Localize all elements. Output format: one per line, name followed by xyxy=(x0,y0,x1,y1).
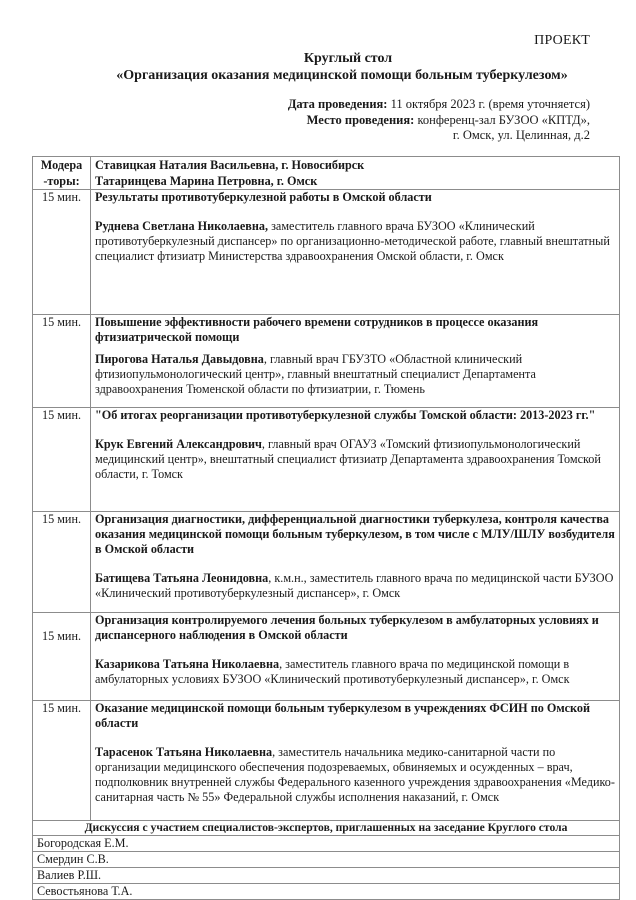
event-address: г. Омск, ул. Целинная, д.2 xyxy=(452,128,590,142)
agenda-row xyxy=(33,315,620,408)
agenda-topic: Повышение эффективности рабочего времени сотрудников в процессе оказания фтизиатрической помощи xyxy=(95,315,539,344)
document-title: Круглый стол xyxy=(303,51,393,66)
event-meta xyxy=(288,97,590,144)
agenda-speaker xyxy=(95,745,615,805)
date-value: 11 октября 2023 г. (время уточняется) xyxy=(387,97,590,111)
agenda-duration: 15 мин. xyxy=(33,701,91,821)
agenda-duration: 15 мин. xyxy=(33,190,91,315)
moderators-label-line1: Модера xyxy=(40,158,83,172)
agenda-content xyxy=(91,701,620,821)
agenda-table xyxy=(32,156,620,900)
speaker-details: , заместитель главного врача по медицинской помощи в амбулаторных условиях БУЗОО «Клинический противотуберкулезный диспансер», г. Омск xyxy=(95,657,570,686)
agenda-duration: 15 мин. xyxy=(33,408,91,512)
moderators-label xyxy=(33,157,91,190)
moderator: Татаринцева Марина Петровна, г. Омск xyxy=(95,174,318,188)
speaker-name: Казарикова Татьяна Николаевна xyxy=(95,657,280,671)
agenda-row xyxy=(33,512,620,613)
event-place xyxy=(288,113,590,129)
discussion-heading: Дискуссия с участием специалистов-экспертов, приглашенных на заседание Круглого стола xyxy=(33,821,620,836)
agenda-speaker xyxy=(95,571,615,601)
expert-row xyxy=(33,868,620,884)
agenda-speaker xyxy=(95,437,615,482)
agenda-duration: 15 мин. xyxy=(33,512,91,613)
event-date xyxy=(288,97,590,113)
date-label: Дата проведения: xyxy=(287,97,388,111)
agenda-content xyxy=(91,512,620,613)
agenda-speaker xyxy=(95,219,615,264)
expert-name: Севостьянова Т.А. xyxy=(33,884,620,900)
agenda-content xyxy=(91,315,620,408)
expert-row xyxy=(33,836,620,852)
document-subtitle: «Организация оказания медицинской помощи больным туберкулезом» xyxy=(116,68,568,83)
speaker-details: , главный врач ОГАУЗ «Томский фтизиопульмонологический медицинский центр», внештатный специалист фтизиатр Департамента здравоохранения Томской области, г. Томск xyxy=(95,437,601,481)
agenda-topic: Оказание медицинской помощи больным туберкулезом в учреждениях ФСИН по Омской области xyxy=(95,701,591,730)
speaker-name: Руднева Светлана Николаевна, xyxy=(95,219,269,233)
speaker-details: , главный врач ГБУЗТО «Областной клинический фтизиопульмонологический центр», главный внештатный специалист Департамента здравоохранения Тюменской области по фтизиатрии, г. Тюмень xyxy=(95,352,536,396)
moderators-label-line2: -торы: xyxy=(43,174,80,188)
agenda-topic: Организация диагностики, дифференциальной диагностики туберкулеза, контроля качества оказания медицинской помощи больным туберкулезом, в том числе с МЛУ/ШЛУ возбудителя в Омской области xyxy=(95,512,615,556)
place-value: конференц-зал БУЗОО «КПТД», xyxy=(414,112,590,127)
speaker-details: , заместитель начальника медико-санитарной части по организации медицинского обеспечения подозреваемых, обвиняемых и осужденных – врач, подполковник внутренней службы Федерального казенного учреждения здравоохранения «Медико-санитарная часть № 55» Федеральной службы исполнения наказаний, г. Омск xyxy=(95,745,615,804)
expert-row xyxy=(33,852,620,868)
agenda-duration: 15 мин. xyxy=(33,613,91,701)
expert-name: Валиев Р.Ш. xyxy=(33,868,620,884)
speaker-name: Тарасенок Татьяна Николаевна xyxy=(95,745,273,759)
agenda-speaker xyxy=(95,657,615,687)
agenda-content xyxy=(91,190,620,315)
agenda-duration: 15 мин. xyxy=(33,315,91,408)
speaker-name: Батищева Татьяна Леонидовна xyxy=(95,571,269,585)
expert-row xyxy=(33,884,620,900)
moderators-names xyxy=(91,157,620,190)
speaker-name: Крук Евгений Александрович xyxy=(95,437,262,451)
speaker-details: , к.м.н., заместитель главного врача по медицинской части БУЗОО «Клинический противотуберкулезный диспансер», г. Омск xyxy=(95,571,614,600)
agenda-topic: Результаты противотуберкулезной работы в Омской области xyxy=(95,190,432,204)
agenda-content xyxy=(91,613,620,701)
expert-name: Богородская Е.М. xyxy=(33,836,620,852)
speaker-details: заместитель главного врача БУЗОО «Клинический противотуберкулезный диспансер» по организационно-методической работе, главный внештатный специалист фтизиатр Министерства здравоохранения Омской области, г. Омск xyxy=(95,219,610,263)
agenda-topic: "Об итогах реорганизации противотуберкулезной службы Томской области: 2013-2023 гг." xyxy=(95,408,596,422)
agenda-row xyxy=(33,613,620,701)
expert-name: Смердин С.В. xyxy=(33,852,620,868)
agenda-content xyxy=(91,408,620,512)
agenda-speaker xyxy=(95,352,615,397)
speaker-name: Пирогова Наталья Давыдовна xyxy=(95,352,264,366)
discussion-row xyxy=(33,821,620,836)
agenda-row xyxy=(33,190,620,315)
agenda-row xyxy=(33,701,620,821)
agenda-topic: Организация контролируемого лечения больных туберкулезом в амбулаторных условиях и диспансерного наблюдения в Омской области xyxy=(95,613,599,642)
moderator: Ставицкая Наталия Васильевна, г. Новосибирск xyxy=(95,158,365,172)
place-label: Место проведения: xyxy=(306,112,415,127)
agenda-row xyxy=(33,408,620,512)
document-status: ПРОЕКТ xyxy=(534,33,590,48)
moderators-row xyxy=(33,157,620,190)
